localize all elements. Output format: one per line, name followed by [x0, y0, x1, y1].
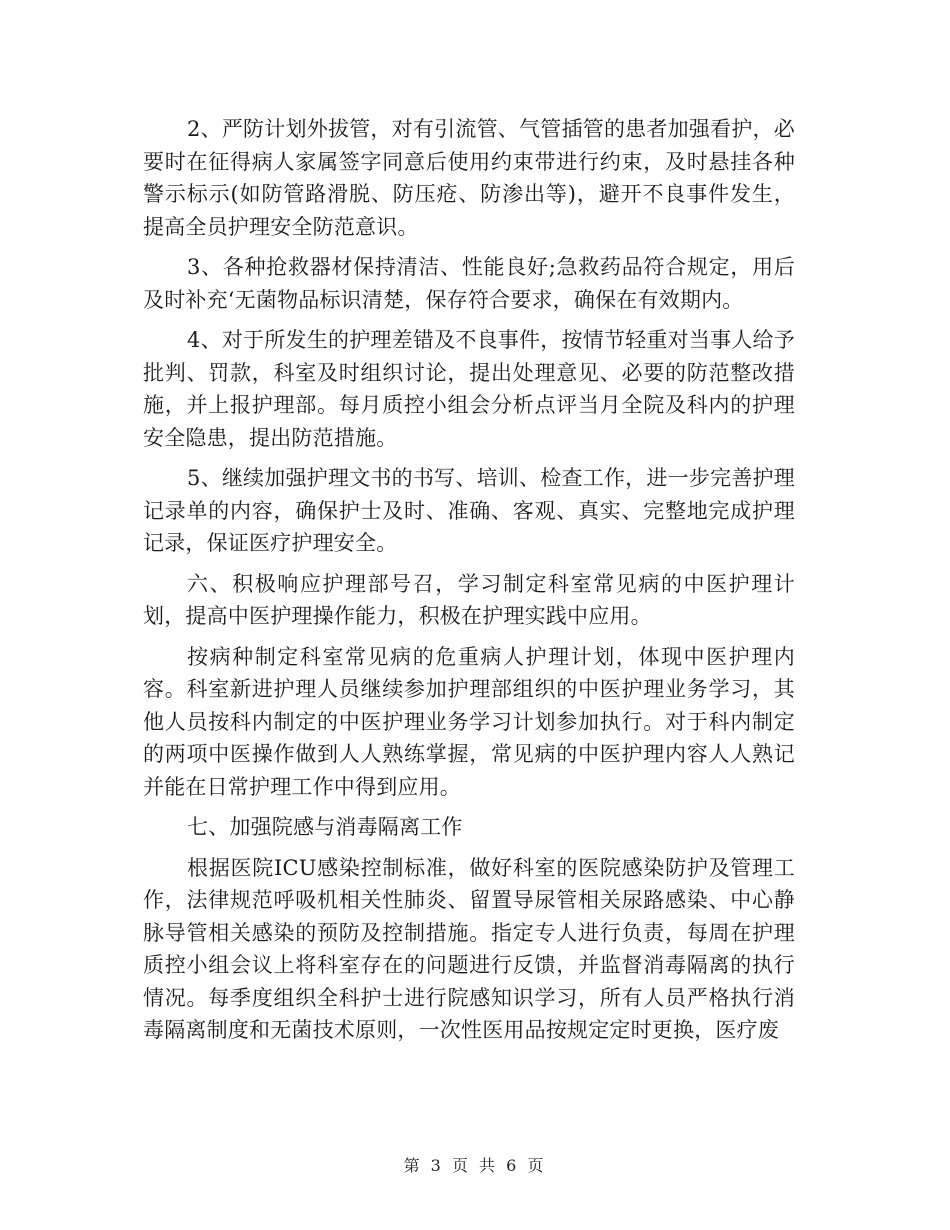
heading-infection-control: 七、加强院感与消毒隔离工作 [187, 815, 463, 839]
paragraph-nursing-errors: 4、对于所发生的护理差错及不良事件，按情节轻重对当事人给予批判、罚款，科室及时组织讨论，提出处理意见、必要的防范整改措施，并上报护理部。每月质控小组会分析点评当月全院及科内的护理安全隐患，提出防范措施。 [143, 328, 795, 450]
heading-tcm-nursing: 六、积极响应护理部号召，学习制定科室常见病的中医护理计划，提高中医护理操作能力，积极在护理实践中应用。 [143, 571, 795, 628]
paragraph-extubation-prevention: 2、严防计划外拔管，对有引流管、气管插管的患者加强看护，必要时在征得病人家属签字同意后使用约束带进行约束，及时悬挂各种警示标示(如防管路滑脱、防压疮、防渗出等)，避开不良事件发生，提高全员护理安全防范意识。 [143, 117, 795, 239]
paragraph-rescue-equipment: 3、各种抢救器材保持清洁、性能良好;急救药品符合规定，用后及时补充‘无菌物品标识清楚，保存符合要求，确保在有效期内。 [143, 255, 795, 312]
paragraph-nursing-documents: 5、继续加强护理文书的书写、培训、检查工作，进一步完善护理记录单的内容，确保护士及时、准确、客观、真实、完整地完成护理记录，保证医疗护理安全。 [143, 466, 795, 555]
paragraph-icu-infection-standards: 根据医院ICU感染控制标准，做好科室的医院感染防护及管理工作，法律规范呼吸机相关性肺炎、留置导尿管相关尿路感染、中心静脉导管相关感染的预防及控制措施。指定专人进行负责，每周在护理质控小组会议上将科室存在的问题进行反馈，并监督消毒隔离的执行情况。每季度组织全科护士进行院感知识学习，所有人员严格执行消毒隔离制度和无菌技术原则，一次性医用品按规定定时更换，医疗废 [143, 855, 795, 1042]
page-number-footer: 第 3 页 共 6 页 [403, 1156, 547, 1175]
paragraph-tcm-plan: 按病种制定科室常见病的危重病人护理计划，体现中医护理内容。科室新进护理人员继续参加护理部组织的中医护理业务学习，其他人员按科内制定的中医护理业务学习计划参加执行。对于科内制定的两项中医操作做到人人熟练掌握，常见病的中医护理内容人人熟记并能在日常护理工作中得到应用。 [143, 644, 795, 799]
document-body [143, 113, 795, 1055]
